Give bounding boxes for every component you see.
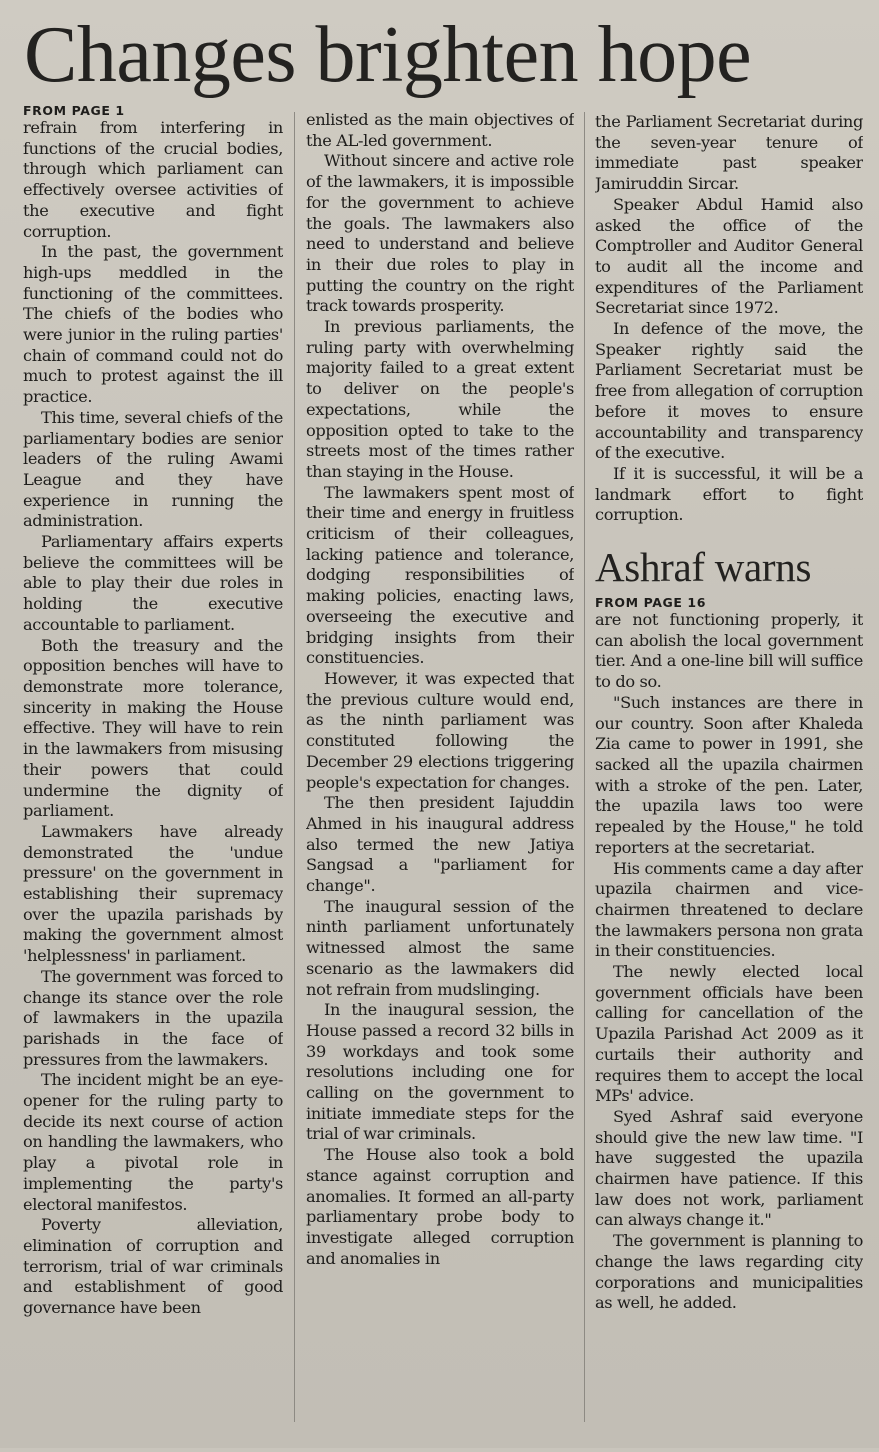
paragraph: The government was forced to change its stance over the role of lawmakers in the upazila parishads in the face of pressures from the lawmakers. bbox=[23, 966, 283, 1069]
paragraph: The newly elected local government officials have been calling for cancellation of the Upazila Parishad Act 2009 as it curtails their authority and requires them to accept the local MPs' advice. bbox=[595, 962, 863, 1106]
paragraph: "Such instances are there in our country. Soon after Khaleda Zia came to power in 1991, she sacked all the upazila chairmen with a stroke of the pen. Later, the upazila laws too were repealed by the House," he told reporters at the secretariat. bbox=[595, 692, 863, 857]
column-rule bbox=[584, 112, 585, 1422]
paragraph: Parliamentary affairs experts believe the committees will be able to play their due roles in holding the executive accountable to parliament. bbox=[23, 532, 283, 634]
paragraph: This time, several chiefs of the parliamentary bodies are senior leaders of the ruling Awami League and they have experience in running the administration. bbox=[23, 407, 283, 531]
paragraph: Without sincere and active role of the lawmakers, it is impossible for the government to achieve the goals. The lawmakers also need to understand and believe in their due roles to play in putting the country on the right track towards prosperity. bbox=[306, 151, 574, 316]
paragraph: are not functioning properly, it can abolish the local government tier. And a one-line bill will suffice to do so. bbox=[595, 610, 863, 692]
paragraph: In the inaugural session, the House passed a record 32 bills in 39 workdays and took some resolutions including one for calling on the government to initiate immediate steps for the trial of war criminals. bbox=[306, 1000, 574, 1144]
column-rule bbox=[294, 112, 295, 1422]
paragraph: In defence of the move, the Speaker rightly said the Parliament Secretariat must be free from allegation of corruption before it moves to ensure accountability and transparency of the executive. bbox=[595, 319, 863, 463]
paragraph: If it is successful, it will be a landmark effort to fight corruption. bbox=[595, 463, 863, 525]
paragraph: In the past, the government high-ups meddled in the functioning of the committees. The chiefs of the bodies who were junior in the ruling parties' chain of command could not do much to protest against the ill practice. bbox=[23, 242, 283, 407]
second-article-headline: Ashraf warns bbox=[595, 544, 812, 591]
paragraph: The inaugural session of the ninth parliament unfortunately witnessed almost the same scenario as the lawmakers did not refrain from mudslinging. bbox=[306, 896, 574, 999]
paragraph: refrain from interfering in functions of the crucial bodies, through which parliament can effectively oversee activities of the executive and fight corruption. bbox=[23, 118, 283, 241]
paragraph: However, it was expected that the previous culture would end, as the ninth parliament was constituted following the December 29 elections triggering people's expectation for changes. bbox=[306, 668, 574, 792]
article-column-1 bbox=[23, 104, 283, 1444]
paragraph: Speaker Abdul Hamid also asked the office of the Comptroller and Auditor General to audit all the income and expenditures of the Parliament Secretariat since 1972. bbox=[595, 194, 863, 318]
paragraph: The House also took a bold stance against corruption and anomalies. It formed an all-party parliamentary probe body to investigate alleged corruption and anomalies in bbox=[306, 1145, 574, 1268]
jump-line: FROM PAGE 1 bbox=[23, 104, 125, 118]
paragraph: In previous parliaments, the ruling party with overwhelming majority failed to a great extent to deliver on the people's expectations, while the opposition opted to take to the streets most of the times rather than staying in the House. bbox=[306, 317, 574, 481]
paragraph: Poverty alleviation, elimination of corruption and terrorism, trial of war criminals and establishment of good governance have been bbox=[23, 1215, 283, 1318]
paragraph: Lawmakers have already demonstrated the 'undue pressure' on the government in establishing their supremacy over the upazila parishads by making the government almost 'helplessness' in parliament. bbox=[23, 821, 283, 966]
paragraph: the Parliament Secretariat during the seven-year tenure of immediate past speaker Jamiruddin Sircar. bbox=[595, 112, 863, 194]
article-column-2 bbox=[306, 110, 574, 1450]
article-headline: Changes brighten hope bbox=[24, 11, 752, 99]
paragraph: The then president Iajuddin Ahmed in his inaugural address also termed the new Jatiya Sangsad a "parliament for change". bbox=[306, 793, 574, 896]
jump-line: FROM PAGE 16 bbox=[595, 595, 707, 611]
paragraph: Both the treasury and the opposition benches will have to demonstrate more tolerance, sincerity in making the House effective. They will have to rein in the lawmakers from misusing their powers that could undermine the dignity of parliament. bbox=[23, 635, 283, 821]
paragraph: His comments came a day after upazila chairmen and vice-chairmen threatened to declare the lawmakers persona non grata in their constituencies. bbox=[595, 858, 863, 961]
paragraph: The government is planning to change the laws regarding city corporations and municipalities as well, he added. bbox=[595, 1231, 863, 1313]
paragraph: The incident might be an eye-opener for the ruling party to decide its next course of action on handling the lawmakers, who play a pivotal role in implementing the party's electoral manifestos. bbox=[23, 1070, 283, 1214]
article-column-3 bbox=[595, 112, 863, 1452]
paragraph: The lawmakers spent most of their time and energy in fruitless criticism of their colleagues, lacking patience and tolerance, dodging responsibilities of making policies, enacting laws, overseeing the executive and bridging insights from their constituencies. bbox=[306, 482, 574, 668]
paragraph: enlisted as the main objectives of the AL-led government. bbox=[306, 110, 574, 150]
paragraph: Syed Ashraf said everyone should give the new law time. "I have suggested the upazila chairmen have patience. If this law does not work, parliament can always change it." bbox=[595, 1106, 863, 1230]
